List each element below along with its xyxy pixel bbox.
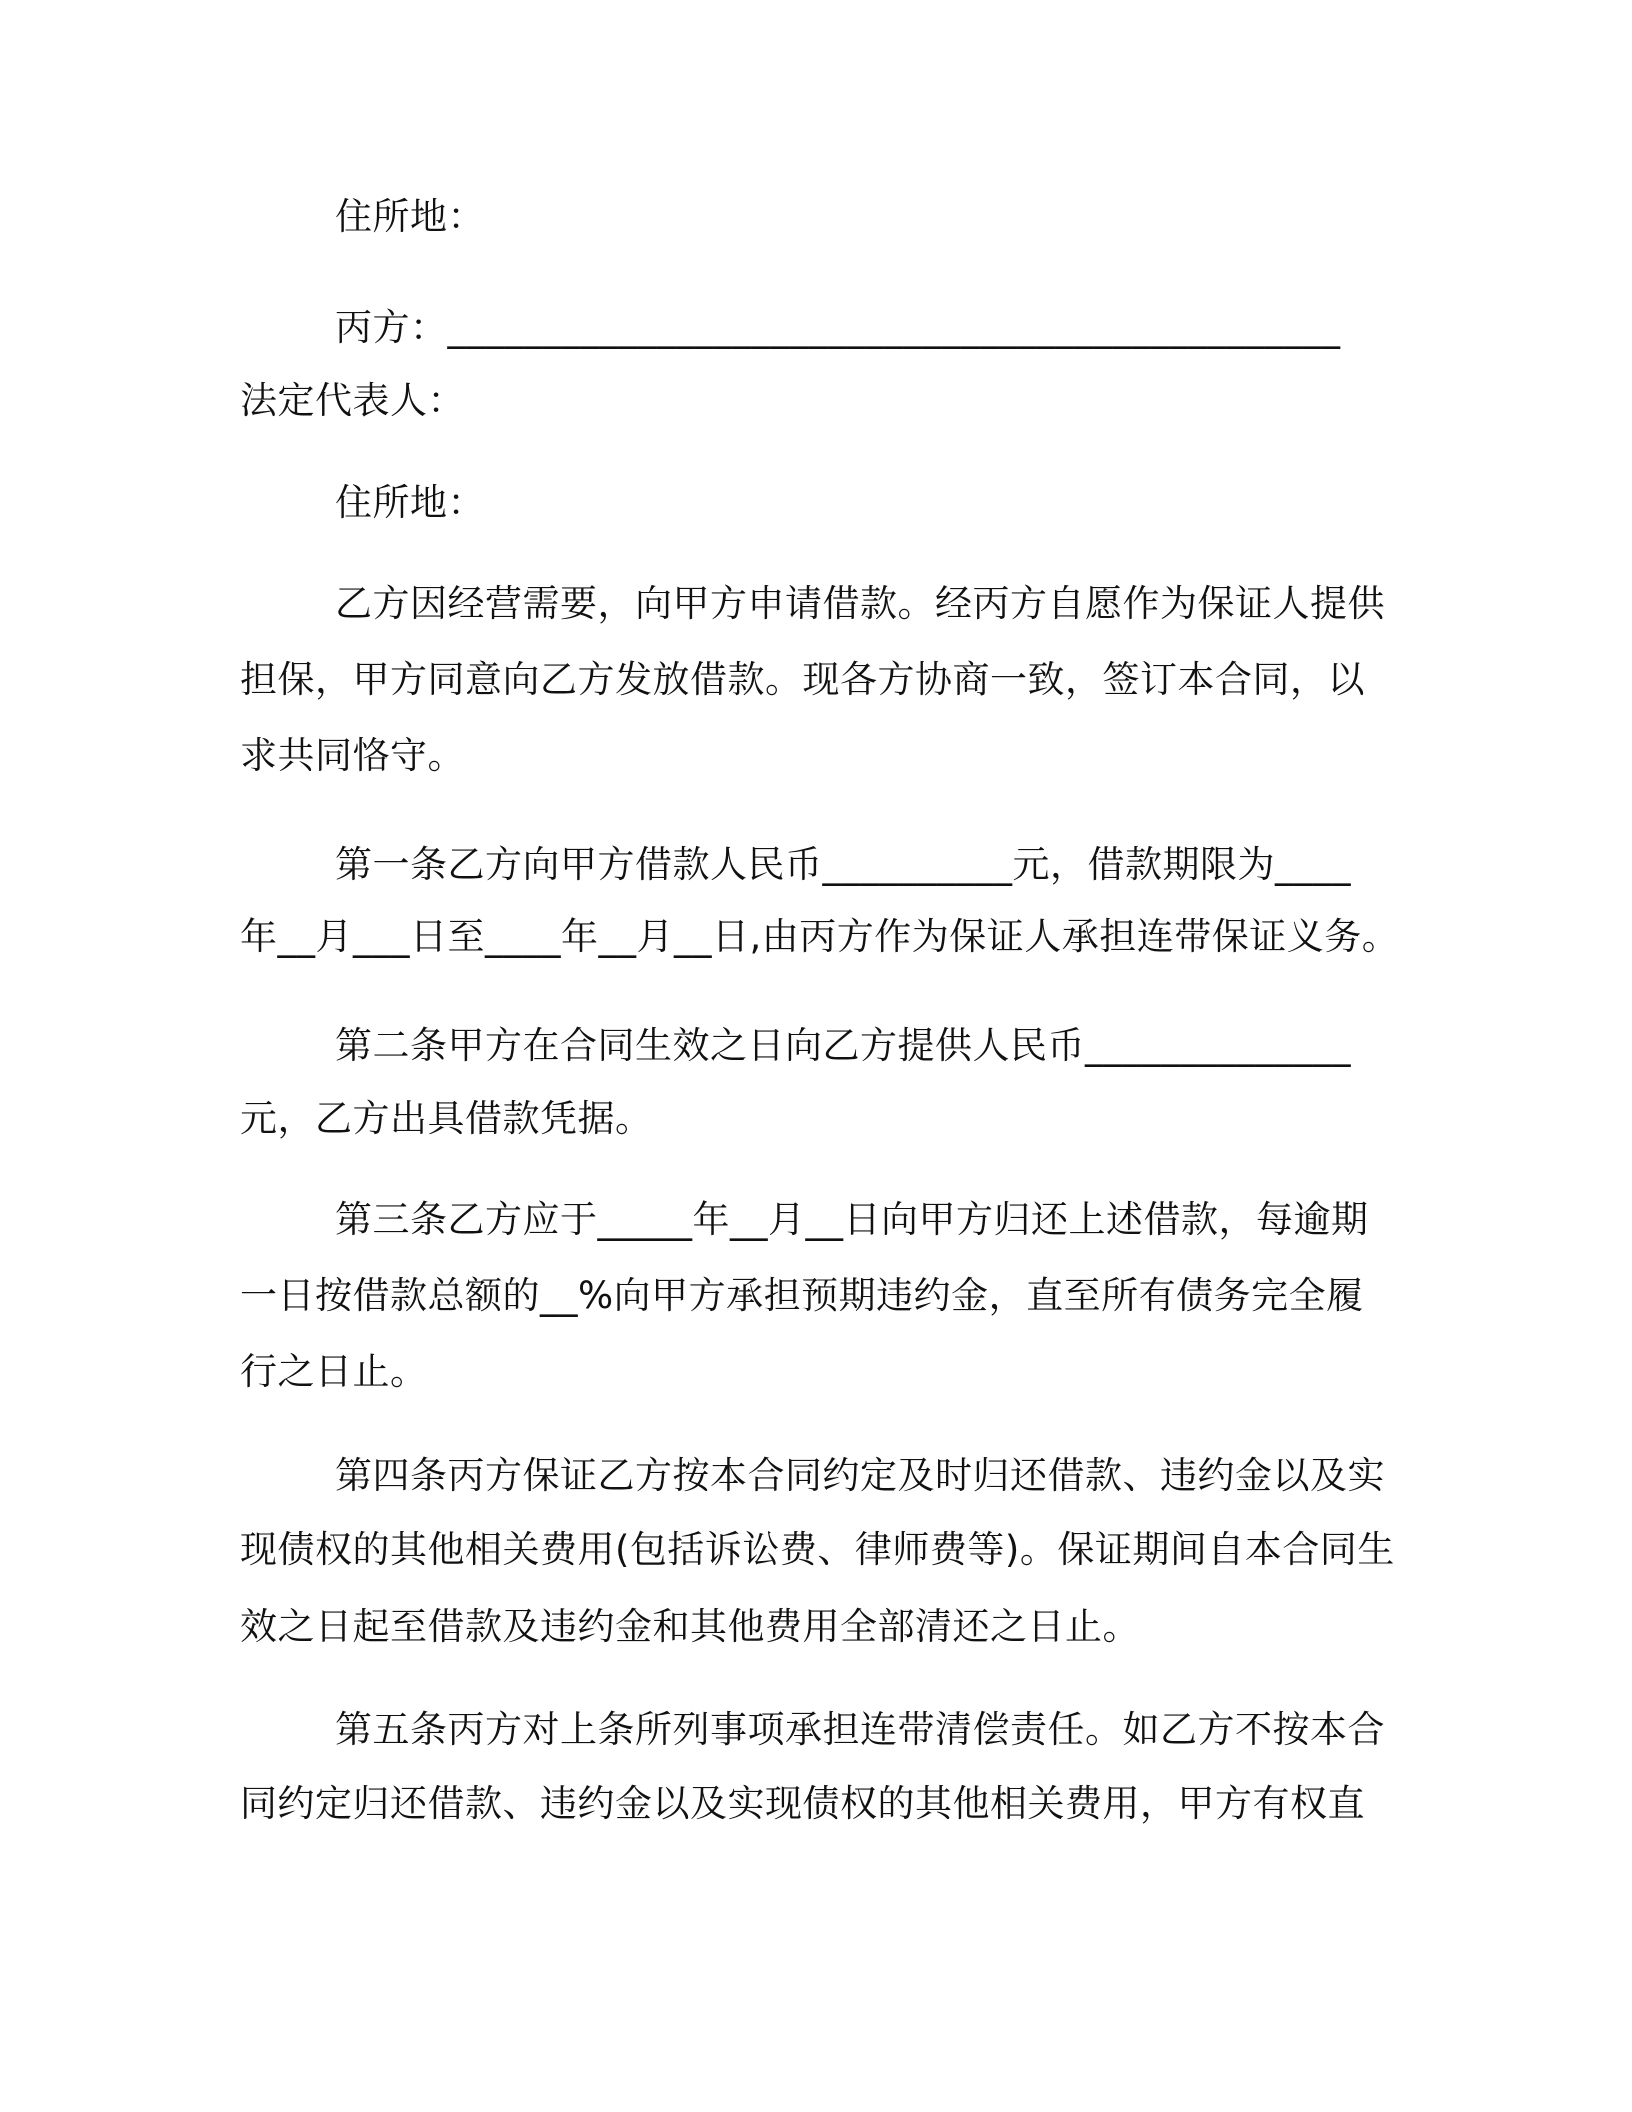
residence-label-2: 住所地： [335,481,485,524]
preamble-line-1: 乙方因经营需要，向甲方申请借款。经丙方自愿作为保证人提供 [335,582,1385,625]
article-3-line-2: 一日按借款总额的__%向甲方承担预期违约金，直至所有债务完全履 [240,1274,1364,1317]
legal-representative-label: 法定代表人： [240,379,465,422]
article-4-line-2: 现债权的其他相关费用(包括诉讼费、律师费等)。保证期间自本合同生 [240,1528,1395,1571]
article-3-line-1: 第三条乙方应于_____年__月__日向甲方归还上述借款，每逾期 [335,1198,1369,1241]
party-c-line: 丙方：_______________________________________________ [335,306,1341,349]
residence-label-1: 住所地： [335,195,485,238]
article-4-line-3: 效之日起至借款及违约金和其他费用全部清还之日止。 [240,1605,1140,1648]
article-3-line-3: 行之日止。 [240,1350,428,1393]
article-5-line-1: 第五条丙方对上条所列事项承担连带清偿责任。如乙方不按本合 [335,1708,1385,1751]
preamble-line-2: 担保，甲方同意向乙方发放借款。现各方协商一致，签订本合同，以 [240,658,1365,701]
article-5-line-2: 同约定归还借款、违约金以及实现债权的其他相关费用，甲方有权直 [240,1782,1365,1825]
article-1-line-2: 年__月___日至____年__月__日,由丙方作为保证人承担连带保证义务。 [240,915,1400,958]
preamble-line-3: 求共同恪守。 [240,734,465,777]
article-4-line-1: 第四条丙方保证乙方按本合同约定及时归还借款、违约金以及实 [335,1454,1385,1497]
article-2-line-2: 元，乙方出具借款凭据。 [240,1097,653,1140]
article-2-line-1: 第二条甲方在合同生效之日向乙方提供人民币______________ [335,1024,1351,1067]
article-1-line-1: 第一条乙方向甲方借款人民币__________元，借款期限为____ [335,843,1351,886]
